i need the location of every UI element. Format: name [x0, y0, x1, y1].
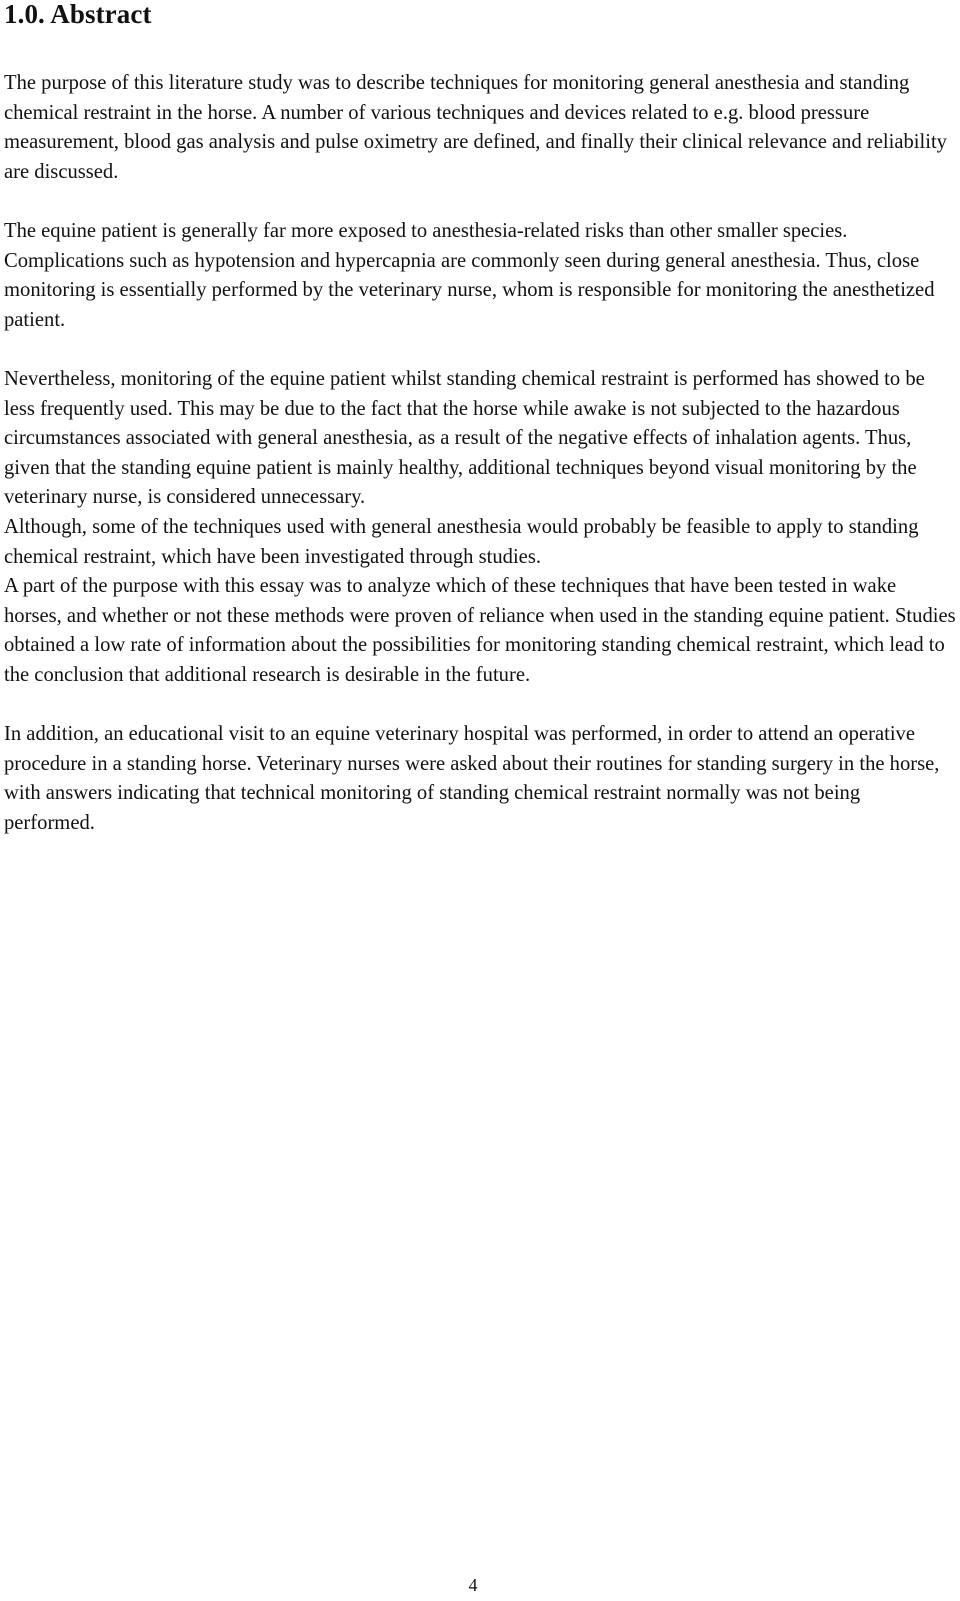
abstract-body	[4, 69, 956, 838]
page-number: 4	[468, 1575, 478, 1595]
abstract-paragraph-purpose: The purpose of this literature study was to describe techniques for monitoring general anesthesia and standing chemical restraint in the horse. A number of various techniques and devices related to e.g. blood pressure measurement, blood gas analysis and pulse oximetry are defined, and finally their clinical relevance and reliability are discussed.	[4, 72, 947, 183]
section-heading: 1.0. Abstract	[4, 0, 152, 29]
abstract-paragraph-standing-monitoring: Nevertheless, monitoring of the equine patient whilst standing chemical restraint is performed has showed to be less frequently used. This may be due to the fact that the horse while awake is not subjected to the hazardous circumstances associated with general anesthesia, as a result of the negative effects of inhalation agents. Thus, given that the standing equine patient is mainly healthy, additional techniques beyond visual monitoring by the veterinary nurse, is considered unnecessary.	[4, 367, 925, 509]
abstract-paragraph-analysis: A part of the purpose with this essay was to analyze which of these techniques that have been tested in wake horses, and whether or not these methods were proven of reliance when used in the standing equine patient. Studies obtained a low rate of information about the possibilities for monitoring standing chemical restraint, which lead to the conclusion that additional research is desirable in the future.	[4, 575, 956, 686]
abstract-paragraph-feasibility: Although, some of the techniques used with general anesthesia would probably be feasible to apply to standing chemical restraint, which have been investigated through studies.	[4, 515, 919, 568]
abstract-paragraph-hospital-visit: In addition, an educational visit to an equine veterinary hospital was performed, in order to attend an operative procedure in a standing horse. Veterinary nurses were asked about their routines for standing surgery in the horse, with answers indicating that technical monitoring of standing chemical restraint normally was not being performed.	[4, 723, 940, 834]
abstract-paragraph-risks: The equine patient is generally far more exposed to anesthesia-related risks than other smaller species. Complications such as hypotension and hypercapnia are commonly seen during general anesthesia. Thus, close monitoring is essentially performed by the veterinary nurse, whom is responsible for monitoring the anesthetized patient.	[4, 219, 935, 331]
